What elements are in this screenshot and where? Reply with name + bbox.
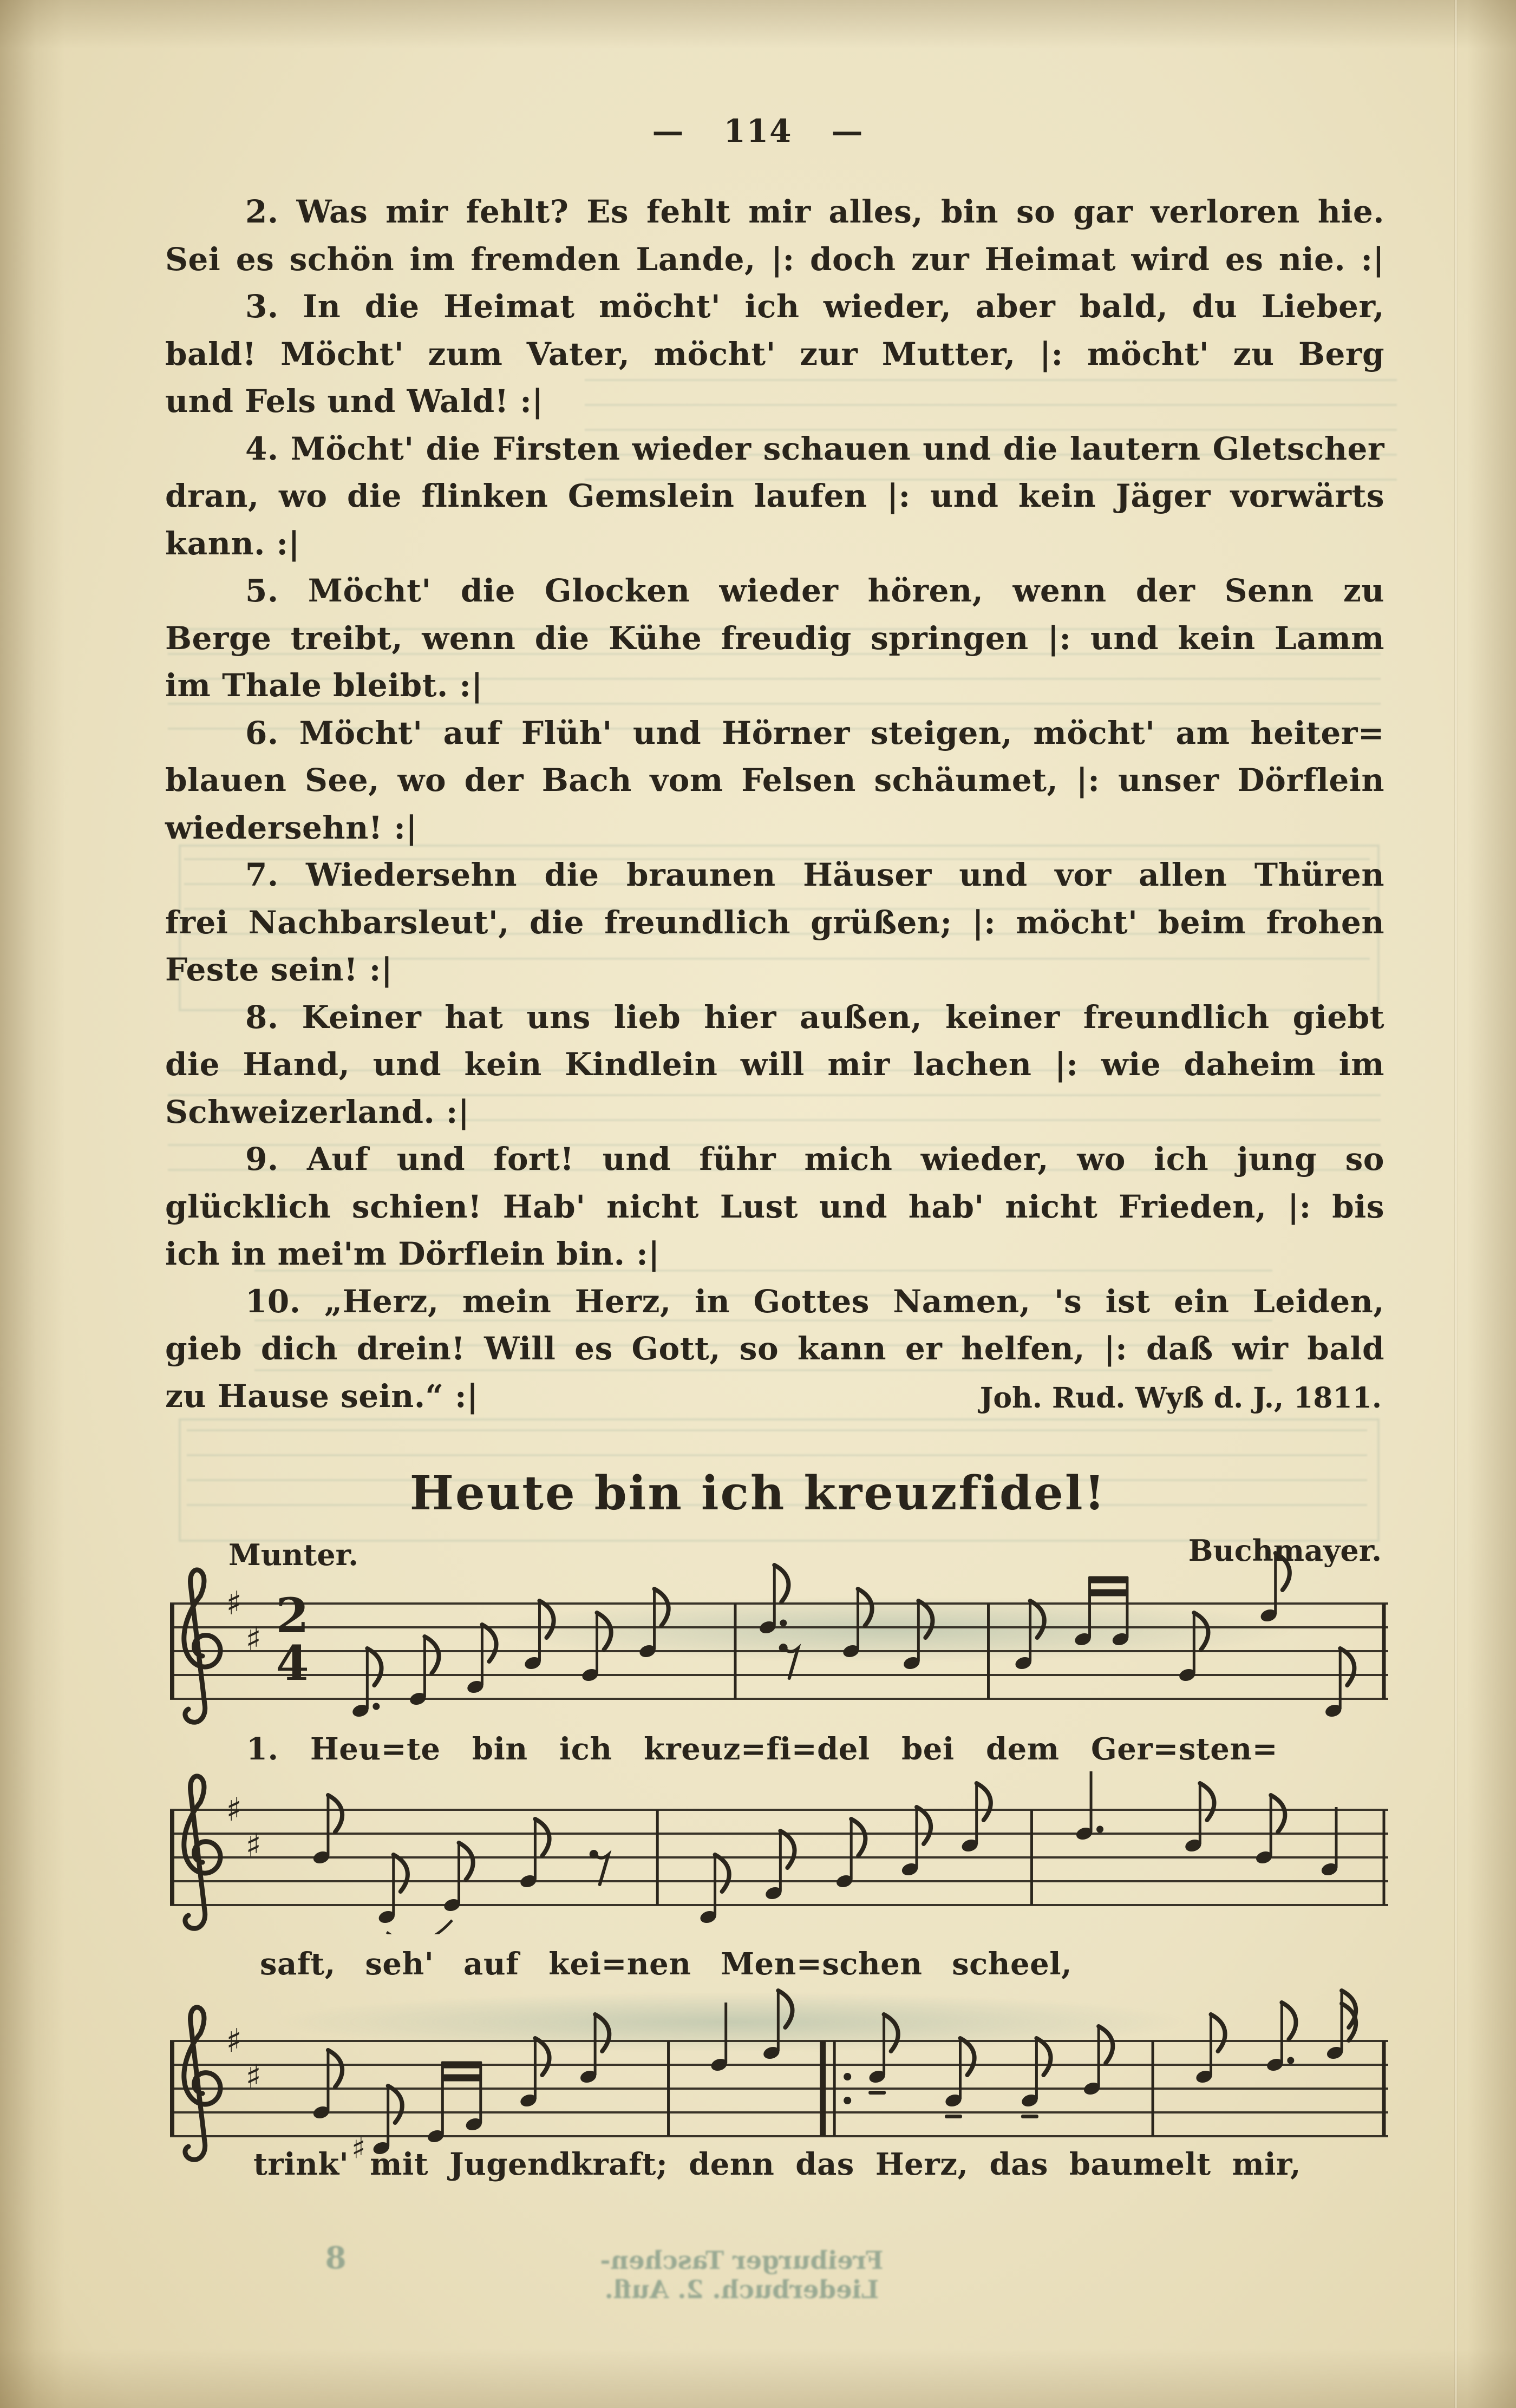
- note: [710, 2003, 729, 2073]
- page-number: [0, 113, 1516, 149]
- note: [465, 2062, 483, 2132]
- note: [960, 1783, 991, 1854]
- verse-line: 4. Möcht' die Firsten wieder schauen und die lautern Gletscher: [245, 430, 1384, 467]
- note: [758, 1565, 788, 1635]
- note: [466, 1625, 496, 1695]
- note: [1184, 1783, 1214, 1854]
- verse-line: Berge treibt, wenn die Kühe freudig springen |: und kein Lamm: [165, 619, 1384, 657]
- verse-line: 2. Was mir fehlt? Es fehlt mir alles, bin so gar verloren hie.: [245, 193, 1384, 230]
- header-dash-left: —: [652, 113, 685, 149]
- lyric-syllable: bin: [472, 1731, 528, 1767]
- note: [1082, 2026, 1113, 2097]
- lyric-syllable: mir,: [1232, 2147, 1301, 2182]
- lyric-line-1: [246, 1731, 1278, 1767]
- note: [764, 1831, 794, 1901]
- lyric-syllable: das: [989, 2147, 1048, 2182]
- page-edge-shadow-right: [1467, 0, 1516, 2408]
- lyric-syllable: saft,: [260, 1946, 336, 1982]
- lyric-syllable: Men=schen: [721, 1946, 923, 1982]
- note: [312, 1795, 342, 1866]
- note: [579, 2014, 609, 2085]
- note: [1324, 1648, 1354, 1719]
- lyric-syllable: mit: [370, 2147, 429, 2182]
- note: [1178, 1613, 1208, 1683]
- verse-line: 8. Keiner hat uns lieb hier außen, keiner freundlich giebt: [245, 998, 1384, 1036]
- tempo-marking: Munter.: [228, 1537, 358, 1572]
- lyric-syllable: Herz,: [875, 2147, 969, 2182]
- bleedthrough-imprint: Freiburger Taschen-Liederbuch. 2. Aufl.: [600, 2246, 884, 2304]
- verse-line: glücklich schien! Hab' nicht Lust und hab' nicht Frieden, |: bis: [165, 1188, 1384, 1225]
- note: [1014, 1601, 1044, 1671]
- page-edge-shadow-left: [0, 0, 65, 2408]
- verse-line: wiedersehn! :|: [165, 809, 417, 846]
- lyric-syllable: denn: [689, 2147, 775, 2182]
- note: [519, 2038, 549, 2109]
- verse-line: Schweizerland. :|: [165, 1093, 470, 1130]
- verse-line: 3. In die Heimat möcht' ich wieder, aber bald, du Lieber,: [245, 288, 1384, 325]
- time-signature: 4: [276, 1635, 309, 1691]
- paper-fold-line: [1454, 0, 1458, 2408]
- tenuto-mark: [945, 2115, 962, 2118]
- lyric-syllable: Heu=te: [310, 1731, 441, 1767]
- time-signature: 2: [276, 1587, 309, 1644]
- lyric-syllable: scheel,: [952, 1946, 1072, 1982]
- note: [408, 1637, 439, 1707]
- verse-line: im Thale bleibt. :|: [165, 667, 483, 704]
- verse-line: frei Nachbarsleut', die freundlich grüßen; |: möcht' beim frohen: [165, 904, 1384, 941]
- sharp-accidental-icon: ♯: [351, 2131, 366, 2165]
- lyric-syllable: bei: [901, 1731, 955, 1767]
- eighth-rest: [779, 1644, 798, 1678]
- sharp-sign-icon: ♯: [226, 1585, 242, 1622]
- verse-line: und Fels und Wald! :|: [165, 383, 544, 420]
- note: [580, 1613, 611, 1683]
- page-edge-shadow-top: [0, 0, 1516, 49]
- lyric-line-3: [253, 2147, 1301, 2182]
- lyric-syllable: ich: [559, 1731, 612, 1767]
- verse-line: ich in mei'm Dörflein bin. :|: [165, 1235, 660, 1272]
- page-number-value: 114: [723, 113, 793, 149]
- lyric-syllable: baumelt: [1069, 2147, 1211, 2182]
- slur: [387, 1920, 452, 1934]
- note: [900, 1807, 931, 1877]
- note: [868, 2014, 898, 2095]
- sharp-sign-icon: ♯: [245, 1827, 262, 1864]
- note: [312, 2050, 342, 2121]
- verse-line: 6. Möcht' auf Flüh' und Hörner steigen, möcht' am heiter=: [245, 714, 1384, 751]
- lyric-syllable: dem: [986, 1731, 1060, 1767]
- note: [835, 1819, 865, 1889]
- note: [519, 1819, 549, 1889]
- music-system-2: [167, 1750, 1391, 1934]
- note: [1265, 2003, 1296, 2073]
- header-dash-right: —: [831, 113, 864, 149]
- sharp-sign-icon: ♯: [226, 1791, 242, 1829]
- note: [351, 1648, 381, 1719]
- verse-line: gieb dich drein! Will es Gott, so kann er helfen, |: daß wir bald: [165, 1330, 1384, 1367]
- verse-line: kann. :|: [165, 525, 300, 562]
- sharp-sign-icon: ♯: [245, 2058, 262, 2096]
- eighth-rest: [590, 1850, 609, 1884]
- note: [762, 1991, 792, 2061]
- lyric-syllable: kei=nen: [548, 1946, 691, 1982]
- note: [638, 1589, 669, 1659]
- verse-line: Sei es schön im fremden Lande, |: doch zur Heimat wird es nie. :|: [165, 240, 1384, 278]
- sharp-sign-icon: ♯: [245, 1620, 262, 1658]
- page-edge-shadow-bottom: [0, 2348, 1516, 2408]
- lyric-line-2: [260, 1946, 1072, 1982]
- lyric-syllable: Jugendkraft;: [449, 2147, 668, 2182]
- lyric-syllable: 1.: [246, 1731, 279, 1767]
- note: [1075, 1771, 1103, 1842]
- note: [443, 1843, 473, 1913]
- staff-lines: [170, 1604, 1388, 1699]
- bleedthrough-sheet-mark: 8: [325, 2240, 347, 2276]
- verse-line: dran, wo die flinken Gemslein laufen |: und kein Jäger vorwärts: [165, 477, 1384, 514]
- note: [1325, 1991, 1356, 2061]
- sharp-sign-icon: ♯: [226, 2022, 242, 2060]
- verse-text-block: [165, 188, 1384, 1420]
- note: [377, 1855, 408, 1925]
- lyric-syllable: das: [795, 2147, 854, 2182]
- composer-name: Buchmayer.: [1188, 1533, 1382, 1568]
- song-title: Heute bin ich kreuzfidel!: [409, 1466, 1107, 1521]
- lyric-syllable: trink': [253, 2147, 349, 2182]
- verse-line: 9. Auf und fort! und führ mich wieder, wo ich jung so: [245, 1141, 1384, 1177]
- note: [1259, 1553, 1290, 1624]
- lyric-syllable: kreuz=fi=del: [643, 1731, 870, 1767]
- music-system-1: [167, 1544, 1391, 1728]
- note: [523, 1601, 553, 1671]
- verse-line: 5. Möcht' die Glocken wieder hören, wenn der Senn zu: [245, 572, 1384, 609]
- verse-line: 10. „Herz, mein Herz, in Gottes Namen, 's ist ein Leiden,: [245, 1282, 1384, 1320]
- note: [944, 2038, 974, 2118]
- tenuto-mark: [868, 2091, 886, 2095]
- lyric-syllable: seh': [365, 1946, 434, 1982]
- verse-line: die Hand, und kein Kindlein will mir lachen |: wie daheim im: [165, 1046, 1384, 1083]
- note: [1111, 1577, 1130, 1647]
- note: [1074, 1577, 1093, 1647]
- verse-line: bald! Möcht' zum Vater, möcht' zur Mutter, |: möcht' zu Berg: [165, 335, 1384, 372]
- lyric-syllable: Ger=sten=: [1090, 1731, 1278, 1767]
- verse-line: zu Hause sein.“ :|: [165, 1377, 479, 1415]
- verse-line: blauen See, wo der Bach vom Felsen schäumet, |: unser Dörflein: [165, 762, 1384, 799]
- music-system-3: [167, 1981, 1391, 2165]
- verse-line: Feste sein! :|: [165, 951, 393, 988]
- note: [1020, 2038, 1050, 2118]
- note: [902, 1601, 932, 1671]
- attribution: Joh. Rud. Wyß d. J., 1811.: [979, 1382, 1382, 1415]
- staff-lines: [170, 2041, 1388, 2136]
- note: [841, 1589, 872, 1659]
- note: [699, 1855, 729, 1925]
- lyric-syllable: auf: [463, 1946, 519, 1982]
- note: [1320, 1807, 1339, 1877]
- verse-line: 7. Wiedersehn die braunen Häuser und vor allen Thüren: [245, 856, 1384, 893]
- tenuto-mark: [1021, 2115, 1038, 2118]
- note: [1254, 1795, 1285, 1866]
- note: [1194, 2014, 1225, 2085]
